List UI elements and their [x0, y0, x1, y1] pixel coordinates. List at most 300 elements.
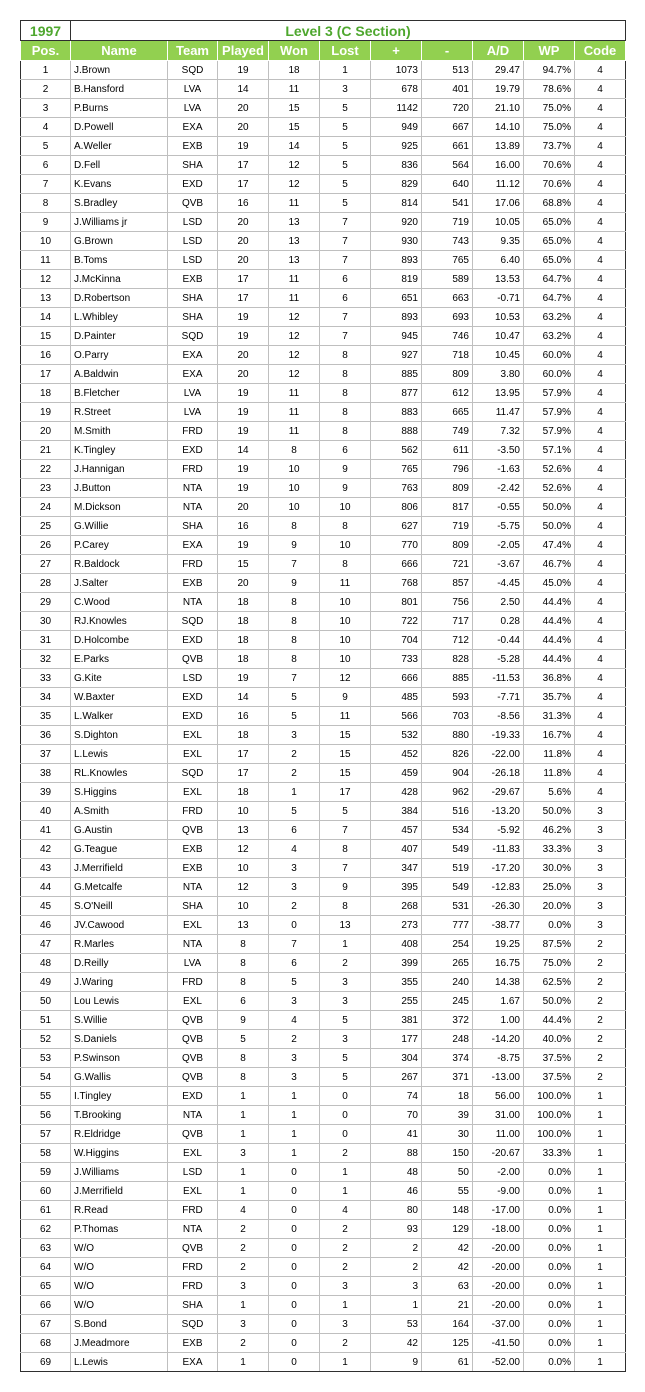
cell-code: 4	[575, 593, 626, 612]
cell-points-for: 53	[371, 1315, 422, 1334]
cell-points-against: 719	[422, 213, 473, 232]
cell-won: 8	[269, 441, 320, 460]
cell-win-percentage: 100.0%	[524, 1106, 575, 1125]
cell-win-percentage: 65.0%	[524, 251, 575, 270]
cell-average-difference: -0.55	[473, 498, 524, 517]
cell-points-against: 826	[422, 745, 473, 764]
cell-name: B.Hansford	[71, 80, 168, 99]
cell-win-percentage: 68.8%	[524, 194, 575, 213]
cell-won: 3	[269, 1068, 320, 1087]
cell-pos: 29	[21, 593, 71, 612]
cell-code: 2	[575, 992, 626, 1011]
cell-name: JV.Cawood	[71, 916, 168, 935]
cell-points-for: 1	[371, 1296, 422, 1315]
cell-points-for: 888	[371, 422, 422, 441]
cell-played: 18	[218, 593, 269, 612]
cell-average-difference: 13.89	[473, 137, 524, 156]
table-row	[21, 726, 626, 745]
cell-points-for: 2	[371, 1258, 422, 1277]
cell-pos: 45	[21, 897, 71, 916]
cell-points-for: 893	[371, 308, 422, 327]
cell-won: 2	[269, 764, 320, 783]
cell-average-difference: -0.44	[473, 631, 524, 650]
cell-won: 7	[269, 669, 320, 688]
header-lost: Lost	[320, 41, 371, 61]
cell-team: EXB	[168, 1334, 218, 1353]
cell-code: 4	[575, 479, 626, 498]
cell-code: 4	[575, 61, 626, 80]
cell-name: D.Robertson	[71, 289, 168, 308]
cell-lost: 8	[320, 517, 371, 536]
cell-name: K.Tingley	[71, 441, 168, 460]
cell-lost: 3	[320, 1315, 371, 1334]
cell-name: J.Waring	[71, 973, 168, 992]
cell-points-for: 1073	[371, 61, 422, 80]
cell-win-percentage: 100.0%	[524, 1125, 575, 1144]
cell-won: 11	[269, 289, 320, 308]
cell-played: 6	[218, 992, 269, 1011]
cell-points-against: 55	[422, 1182, 473, 1201]
cell-average-difference: 1.67	[473, 992, 524, 1011]
cell-average-difference: 10.47	[473, 327, 524, 346]
cell-points-against: 720	[422, 99, 473, 118]
cell-won: 0	[269, 1334, 320, 1353]
cell-played: 18	[218, 726, 269, 745]
header-win-percentage: WP	[524, 41, 575, 61]
cell-lost: 2	[320, 1258, 371, 1277]
cell-code: 1	[575, 1277, 626, 1296]
cell-lost: 5	[320, 118, 371, 137]
cell-lost: 1	[320, 935, 371, 954]
cell-code: 1	[575, 1334, 626, 1353]
table-row	[21, 118, 626, 137]
cell-win-percentage: 37.5%	[524, 1068, 575, 1087]
cell-pos: 3	[21, 99, 71, 118]
cell-average-difference: 1.00	[473, 1011, 524, 1030]
cell-team: SQD	[168, 327, 218, 346]
table-row	[21, 1315, 626, 1334]
table-row	[21, 403, 626, 422]
table-row	[21, 1239, 626, 1258]
cell-win-percentage: 36.8%	[524, 669, 575, 688]
cell-win-percentage: 11.8%	[524, 745, 575, 764]
cell-code: 4	[575, 612, 626, 631]
cell-won: 0	[269, 1239, 320, 1258]
cell-name: A.Baldwin	[71, 365, 168, 384]
cell-played: 13	[218, 916, 269, 935]
cell-average-difference: 9.35	[473, 232, 524, 251]
cell-lost: 5	[320, 802, 371, 821]
cell-lost: 5	[320, 137, 371, 156]
cell-team: FRD	[168, 802, 218, 821]
cell-won: 0	[269, 1258, 320, 1277]
cell-pos: 62	[21, 1220, 71, 1239]
cell-name: S.O'Neill	[71, 897, 168, 916]
cell-won: 11	[269, 384, 320, 403]
cell-won: 12	[269, 175, 320, 194]
cell-team: FRD	[168, 973, 218, 992]
cell-team: NTA	[168, 498, 218, 517]
standings-rows	[21, 61, 626, 1372]
cell-win-percentage: 94.7%	[524, 61, 575, 80]
cell-played: 2	[218, 1258, 269, 1277]
cell-team: NTA	[168, 878, 218, 897]
cell-win-percentage: 30.0%	[524, 859, 575, 878]
cell-team: EXL	[168, 1182, 218, 1201]
cell-won: 2	[269, 1030, 320, 1049]
cell-pos: 48	[21, 954, 71, 973]
cell-points-against: 663	[422, 289, 473, 308]
cell-pos: 2	[21, 80, 71, 99]
cell-code: 4	[575, 384, 626, 403]
cell-team: EXD	[168, 688, 218, 707]
cell-name: J.Merrifield	[71, 859, 168, 878]
cell-points-against: 63	[422, 1277, 473, 1296]
table-row	[21, 460, 626, 479]
cell-points-against: 640	[422, 175, 473, 194]
cell-points-for: 765	[371, 460, 422, 479]
cell-won: 5	[269, 973, 320, 992]
standings-table	[20, 20, 626, 1372]
table-row	[21, 1353, 626, 1372]
cell-points-against: 777	[422, 916, 473, 935]
cell-code: 4	[575, 745, 626, 764]
table-row	[21, 669, 626, 688]
cell-won: 0	[269, 1353, 320, 1372]
cell-average-difference: -4.45	[473, 574, 524, 593]
cell-played: 3	[218, 1144, 269, 1163]
cell-name: W/O	[71, 1277, 168, 1296]
cell-points-against: 661	[422, 137, 473, 156]
cell-pos: 58	[21, 1144, 71, 1163]
cell-code: 4	[575, 251, 626, 270]
cell-team: LSD	[168, 213, 218, 232]
cell-name: J.Williams jr	[71, 213, 168, 232]
table-row	[21, 441, 626, 460]
cell-code: 4	[575, 783, 626, 802]
cell-lost: 17	[320, 783, 371, 802]
cell-played: 20	[218, 99, 269, 118]
table-row	[21, 821, 626, 840]
cell-average-difference: -11.83	[473, 840, 524, 859]
cell-pos: 57	[21, 1125, 71, 1144]
cell-name: D.Powell	[71, 118, 168, 137]
cell-points-for: 883	[371, 403, 422, 422]
cell-won: 0	[269, 1277, 320, 1296]
cell-win-percentage: 45.0%	[524, 574, 575, 593]
cell-pos: 47	[21, 935, 71, 954]
cell-played: 1	[218, 1296, 269, 1315]
cell-code: 1	[575, 1258, 626, 1277]
cell-code: 4	[575, 365, 626, 384]
cell-won: 12	[269, 365, 320, 384]
cell-code: 4	[575, 574, 626, 593]
cell-points-against: 148	[422, 1201, 473, 1220]
cell-team: LSD	[168, 1163, 218, 1182]
cell-win-percentage: 100.0%	[524, 1087, 575, 1106]
cell-lost: 8	[320, 422, 371, 441]
cell-name: S.Higgins	[71, 783, 168, 802]
cell-points-against: 150	[422, 1144, 473, 1163]
table-row	[21, 1011, 626, 1030]
cell-lost: 7	[320, 308, 371, 327]
table-row	[21, 1049, 626, 1068]
cell-code: 4	[575, 289, 626, 308]
cell-win-percentage: 0.0%	[524, 1296, 575, 1315]
cell-team: SQD	[168, 61, 218, 80]
cell-name: G.Willie	[71, 517, 168, 536]
table-row	[21, 80, 626, 99]
cell-code: 3	[575, 878, 626, 897]
cell-points-against: 749	[422, 422, 473, 441]
cell-played: 8	[218, 935, 269, 954]
cell-average-difference: -22.00	[473, 745, 524, 764]
table-row	[21, 650, 626, 669]
table-row	[21, 840, 626, 859]
cell-played: 20	[218, 346, 269, 365]
cell-win-percentage: 57.9%	[524, 403, 575, 422]
cell-pos: 43	[21, 859, 71, 878]
cell-code: 1	[575, 1125, 626, 1144]
cell-code: 4	[575, 156, 626, 175]
cell-average-difference: -37.00	[473, 1315, 524, 1334]
table-row	[21, 688, 626, 707]
cell-points-for: 704	[371, 631, 422, 650]
table-row	[21, 1068, 626, 1087]
cell-name: J.Brown	[71, 61, 168, 80]
cell-lost: 9	[320, 479, 371, 498]
cell-pos: 49	[21, 973, 71, 992]
cell-points-against: 721	[422, 555, 473, 574]
cell-played: 17	[218, 156, 269, 175]
cell-average-difference: 13.53	[473, 270, 524, 289]
cell-name: D.Reilly	[71, 954, 168, 973]
cell-played: 20	[218, 118, 269, 137]
cell-team: SQD	[168, 1315, 218, 1334]
cell-lost: 3	[320, 992, 371, 1011]
cell-won: 0	[269, 1163, 320, 1182]
cell-points-against: 245	[422, 992, 473, 1011]
cell-code: 3	[575, 897, 626, 916]
cell-name: P.Carey	[71, 536, 168, 555]
cell-name: R.Marles	[71, 935, 168, 954]
cell-lost: 1	[320, 1353, 371, 1372]
cell-lost: 5	[320, 156, 371, 175]
cell-pos: 33	[21, 669, 71, 688]
table-row	[21, 1182, 626, 1201]
cell-average-difference: -9.00	[473, 1182, 524, 1201]
cell-won: 0	[269, 1201, 320, 1220]
cell-code: 4	[575, 80, 626, 99]
table-row	[21, 308, 626, 327]
cell-lost: 6	[320, 289, 371, 308]
cell-team: FRD	[168, 555, 218, 574]
cell-played: 19	[218, 536, 269, 555]
cell-team: LSD	[168, 232, 218, 251]
cell-lost: 8	[320, 365, 371, 384]
cell-played: 10	[218, 802, 269, 821]
cell-code: 2	[575, 1068, 626, 1087]
cell-average-difference: -2.05	[473, 536, 524, 555]
cell-team: FRD	[168, 1277, 218, 1296]
cell-points-against: 857	[422, 574, 473, 593]
cell-average-difference: 56.00	[473, 1087, 524, 1106]
cell-played: 1	[218, 1163, 269, 1182]
cell-points-for: 666	[371, 669, 422, 688]
cell-pos: 22	[21, 460, 71, 479]
cell-played: 1	[218, 1087, 269, 1106]
cell-points-for: 836	[371, 156, 422, 175]
cell-name: P.Burns	[71, 99, 168, 118]
cell-code: 2	[575, 1011, 626, 1030]
cell-average-difference: 0.28	[473, 612, 524, 631]
cell-team: LVA	[168, 99, 218, 118]
cell-won: 3	[269, 1049, 320, 1068]
cell-lost: 2	[320, 1334, 371, 1353]
cell-win-percentage: 70.6%	[524, 175, 575, 194]
cell-played: 2	[218, 1334, 269, 1353]
cell-played: 18	[218, 612, 269, 631]
cell-name: D.Fell	[71, 156, 168, 175]
cell-win-percentage: 60.0%	[524, 346, 575, 365]
cell-pos: 6	[21, 156, 71, 175]
cell-points-for: 925	[371, 137, 422, 156]
cell-lost: 15	[320, 764, 371, 783]
cell-code: 1	[575, 1087, 626, 1106]
table-row	[21, 137, 626, 156]
cell-won: 2	[269, 745, 320, 764]
title-row	[21, 21, 626, 41]
cell-pos: 44	[21, 878, 71, 897]
cell-points-against: 549	[422, 878, 473, 897]
table-row	[21, 916, 626, 935]
cell-won: 8	[269, 517, 320, 536]
cell-won: 0	[269, 916, 320, 935]
cell-points-for: 532	[371, 726, 422, 745]
header-points-for: +	[371, 41, 422, 61]
cell-average-difference: -29.67	[473, 783, 524, 802]
cell-average-difference: 10.05	[473, 213, 524, 232]
cell-played: 14	[218, 688, 269, 707]
cell-name: M.Dickson	[71, 498, 168, 517]
cell-points-against: 254	[422, 935, 473, 954]
cell-lost: 5	[320, 1049, 371, 1068]
header-won: Won	[269, 41, 320, 61]
cell-name: P.Swinson	[71, 1049, 168, 1068]
cell-won: 1	[269, 1087, 320, 1106]
cell-name: B.Toms	[71, 251, 168, 270]
table-row	[21, 631, 626, 650]
cell-won: 1	[269, 1144, 320, 1163]
cell-code: 1	[575, 1220, 626, 1239]
cell-win-percentage: 65.0%	[524, 232, 575, 251]
cell-pos: 60	[21, 1182, 71, 1201]
cell-points-against: 589	[422, 270, 473, 289]
cell-name: L.Whibley	[71, 308, 168, 327]
cell-points-against: 880	[422, 726, 473, 745]
cell-pos: 10	[21, 232, 71, 251]
cell-pos: 13	[21, 289, 71, 308]
cell-win-percentage: 50.0%	[524, 802, 575, 821]
cell-name: T.Brooking	[71, 1106, 168, 1125]
cell-win-percentage: 37.5%	[524, 1049, 575, 1068]
cell-name: G.Wallis	[71, 1068, 168, 1087]
cell-win-percentage: 5.6%	[524, 783, 575, 802]
cell-points-against: 549	[422, 840, 473, 859]
table-row	[21, 783, 626, 802]
cell-played: 3	[218, 1315, 269, 1334]
cell-played: 19	[218, 61, 269, 80]
cell-lost: 1	[320, 1182, 371, 1201]
cell-points-for: 885	[371, 365, 422, 384]
cell-points-for: 48	[371, 1163, 422, 1182]
cell-points-against: 374	[422, 1049, 473, 1068]
cell-team: NTA	[168, 479, 218, 498]
cell-code: 4	[575, 460, 626, 479]
cell-lost: 0	[320, 1087, 371, 1106]
cell-win-percentage: 57.1%	[524, 441, 575, 460]
cell-average-difference: -5.75	[473, 517, 524, 536]
cell-win-percentage: 0.0%	[524, 1277, 575, 1296]
cell-average-difference: 14.38	[473, 973, 524, 992]
cell-points-against: 129	[422, 1220, 473, 1239]
cell-average-difference: 6.40	[473, 251, 524, 270]
table-row	[21, 289, 626, 308]
cell-points-against: 125	[422, 1334, 473, 1353]
cell-points-against: 30	[422, 1125, 473, 1144]
cell-average-difference: -0.71	[473, 289, 524, 308]
cell-code: 4	[575, 422, 626, 441]
cell-lost: 7	[320, 213, 371, 232]
cell-name: L.Lewis	[71, 1353, 168, 1372]
cell-pos: 21	[21, 441, 71, 460]
cell-win-percentage: 44.4%	[524, 631, 575, 650]
cell-team: QVB	[168, 1049, 218, 1068]
cell-win-percentage: 0.0%	[524, 1334, 575, 1353]
cell-lost: 10	[320, 650, 371, 669]
cell-won: 5	[269, 707, 320, 726]
cell-pos: 8	[21, 194, 71, 213]
cell-average-difference: -3.50	[473, 441, 524, 460]
cell-code: 4	[575, 441, 626, 460]
cell-code: 3	[575, 840, 626, 859]
cell-lost: 11	[320, 574, 371, 593]
cell-win-percentage: 73.7%	[524, 137, 575, 156]
year-label: 1997	[21, 21, 71, 41]
cell-points-against: 796	[422, 460, 473, 479]
cell-points-for: 381	[371, 1011, 422, 1030]
cell-played: 1	[218, 1125, 269, 1144]
cell-name: W/O	[71, 1296, 168, 1315]
cell-win-percentage: 87.5%	[524, 935, 575, 954]
cell-pos: 24	[21, 498, 71, 517]
cell-average-difference: 19.25	[473, 935, 524, 954]
cell-code: 1	[575, 1163, 626, 1182]
cell-team: EXD	[168, 441, 218, 460]
cell-team: NTA	[168, 593, 218, 612]
cell-played: 10	[218, 859, 269, 878]
cell-team: EXB	[168, 840, 218, 859]
cell-won: 7	[269, 935, 320, 954]
cell-points-for: 801	[371, 593, 422, 612]
cell-lost: 1	[320, 61, 371, 80]
cell-won: 0	[269, 1315, 320, 1334]
cell-won: 15	[269, 99, 320, 118]
cell-average-difference: -3.67	[473, 555, 524, 574]
cell-pos: 25	[21, 517, 71, 536]
cell-pos: 46	[21, 916, 71, 935]
cell-points-against: 667	[422, 118, 473, 137]
